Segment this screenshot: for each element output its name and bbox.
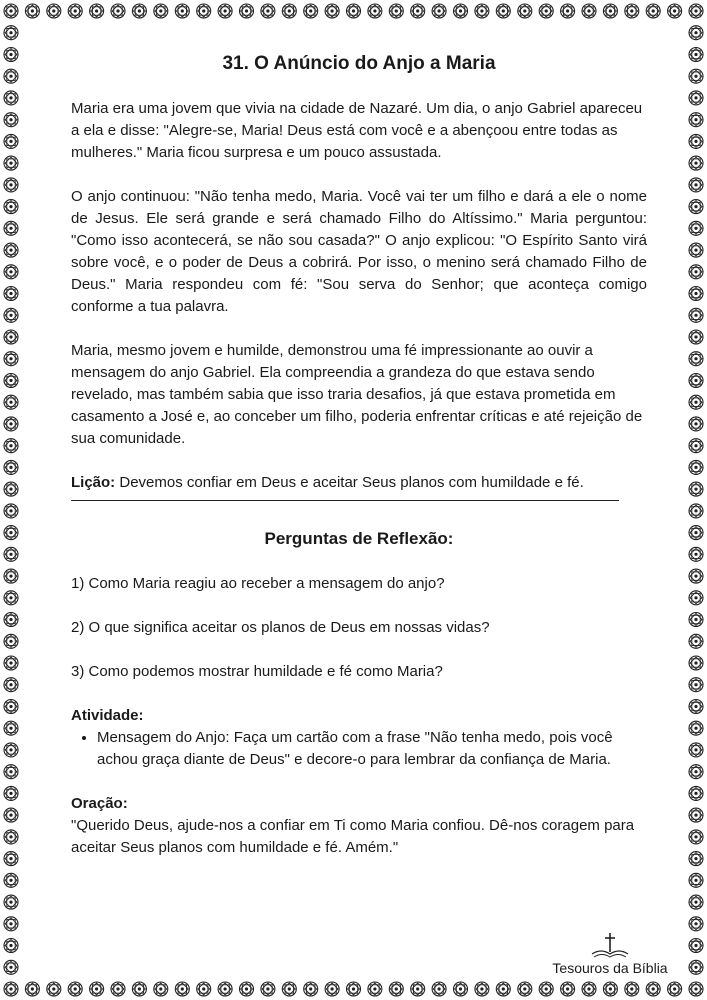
border-ornament — [47, 4, 61, 18]
border-ornament — [4, 504, 18, 518]
border-ornament — [4, 917, 18, 931]
border-ornament — [689, 526, 703, 540]
border-ornament — [4, 873, 18, 887]
border-ornament — [240, 4, 254, 18]
border-ornament — [561, 982, 575, 996]
border-ornament — [689, 265, 703, 279]
border-ornament — [111, 982, 125, 996]
border-ornament — [689, 656, 703, 670]
border-ornament — [25, 4, 39, 18]
border-ornament — [4, 417, 18, 431]
border-ornament — [197, 4, 211, 18]
border-ornament — [518, 982, 532, 996]
border-ornament — [689, 895, 703, 909]
activity-label: Atividade: — [71, 707, 144, 724]
border-ornament — [4, 656, 18, 670]
border-ornament — [689, 308, 703, 322]
border-ornament — [689, 591, 703, 605]
border-ornament — [111, 4, 125, 18]
border-ornament — [689, 504, 703, 518]
border-ornament — [4, 547, 18, 561]
border-ornament — [689, 221, 703, 235]
border-ornament — [4, 808, 18, 822]
border-ornament — [4, 374, 18, 388]
border-ornament — [689, 26, 703, 40]
border-ornament — [4, 765, 18, 779]
border-ornament — [218, 982, 232, 996]
border-ornament — [689, 960, 703, 974]
border-ornament — [432, 4, 446, 18]
border-ornament — [603, 4, 617, 18]
border-ornament — [304, 982, 318, 996]
border-ornament — [496, 4, 510, 18]
border-ornament — [454, 4, 468, 18]
border-ornament — [4, 939, 18, 953]
border-ornament — [132, 982, 146, 996]
border-ornament — [4, 91, 18, 105]
border-ornament — [389, 4, 403, 18]
border-ornament — [175, 982, 189, 996]
border-ornament — [689, 287, 703, 301]
border-ornament — [240, 982, 254, 996]
border-ornament — [411, 982, 425, 996]
divider-line — [71, 500, 619, 501]
story-paragraph-3: Maria, mesmo jovem e humilde, demonstrou uma fé impressionante ao ouvir a mensagem do anjo Gabriel. Ela compreendia a grandeza do que estava sendo revelado, mas também sabia que isso traria desafios, já que estava prometida em casamento a José e, ao conceber um filho, poderia enfrentar críticas e até rejeição de sua comunidade. — [71, 342, 643, 447]
prayer-text: "Querido Deus, ajude-nos a confiar em Ti como Maria confiou. Dê-nos coragem para aceitar Seus planos com humildade e fé. Amém." — [71, 817, 635, 856]
border-ornament — [689, 917, 703, 931]
border-ornament — [4, 134, 18, 148]
reflection-heading: Perguntas de Reflexão: — [264, 529, 454, 548]
border-ornament — [689, 243, 703, 257]
border-ornament — [646, 4, 660, 18]
border-ornament — [389, 982, 403, 996]
reflection-question-2: 2) O que significa aceitar os planos de Deus em nossas vidas? — [71, 619, 490, 636]
border-ornament — [4, 439, 18, 453]
border-ornament — [4, 69, 18, 83]
border-ornament — [689, 721, 703, 735]
border-ornament — [154, 982, 168, 996]
border-ornament — [4, 287, 18, 301]
border-ornament — [261, 4, 275, 18]
border-ornament — [4, 221, 18, 235]
border-ornament — [325, 4, 339, 18]
border-ornament — [4, 569, 18, 583]
border-ornament — [689, 460, 703, 474]
border-ornament — [368, 4, 382, 18]
border-ornament — [4, 178, 18, 192]
border-ornament — [4, 634, 18, 648]
border-ornament — [668, 4, 682, 18]
border-ornament — [454, 982, 468, 996]
border-ornament — [4, 308, 18, 322]
border-ornament — [689, 700, 703, 714]
border-ornament — [475, 4, 489, 18]
border-ornament — [582, 982, 596, 996]
border-ornament — [561, 4, 575, 18]
border-ornament — [304, 4, 318, 18]
border-ornament — [689, 982, 703, 996]
border-ornament — [411, 4, 425, 18]
border-ornament — [4, 895, 18, 909]
border-ornament — [4, 156, 18, 170]
border-ornament — [4, 395, 18, 409]
border-ornament — [154, 4, 168, 18]
border-ornament — [689, 830, 703, 844]
border-ornament — [689, 352, 703, 366]
border-ornament — [68, 982, 82, 996]
border-ornament — [646, 982, 660, 996]
border-ornament — [197, 982, 211, 996]
border-ornament — [689, 113, 703, 127]
activity-item: • Mensagem do Anjo: Faça um cartão com a frase "Não tenha medo, pois você achou graça diante de Deus" e decore-o para lembrar da confiança de Maria. — [97, 727, 617, 771]
border-ornament — [47, 982, 61, 996]
border-ornament — [4, 743, 18, 757]
border-ornament — [90, 982, 104, 996]
border-ornament — [496, 982, 510, 996]
brand-name: Tesouros da Bíblia — [552, 960, 668, 976]
prayer-label: Oração: — [71, 795, 128, 812]
border-ornament — [668, 982, 682, 996]
border-ornament — [689, 200, 703, 214]
border-ornament — [4, 678, 18, 692]
reflection-question-1: 1) Como Maria reagiu ao receber a mensagem do anjo? — [71, 575, 445, 592]
border-ornament — [4, 113, 18, 127]
activity-list — [71, 727, 617, 771]
border-ornament — [325, 982, 339, 996]
border-ornament — [689, 786, 703, 800]
border-ornament — [539, 4, 553, 18]
border-ornament — [539, 982, 553, 996]
border-ornament — [282, 4, 296, 18]
border-ornament — [261, 982, 275, 996]
border-ornament — [689, 634, 703, 648]
border-ornament — [689, 417, 703, 431]
border-ornament — [689, 178, 703, 192]
page-content — [71, 50, 647, 859]
border-ornament — [689, 873, 703, 887]
border-ornament — [689, 48, 703, 62]
border-ornament — [689, 395, 703, 409]
lesson-label: Lição: — [71, 474, 116, 491]
border-ornament — [689, 69, 703, 83]
border-ornament — [4, 830, 18, 844]
border-ornament — [68, 4, 82, 18]
border-ornament — [625, 4, 639, 18]
border-ornament — [689, 482, 703, 496]
lesson-text: Devemos confiar em Deus e aceitar Seus planos com humildade e fé. — [115, 474, 584, 491]
border-ornament — [90, 4, 104, 18]
border-ornament — [689, 374, 703, 388]
border-ornament — [4, 200, 18, 214]
border-ornament — [475, 982, 489, 996]
page-title: 31. O Anúncio do Anjo a Maria — [222, 53, 496, 74]
border-ornament — [689, 134, 703, 148]
footer-brand — [540, 932, 680, 976]
border-ornament — [689, 765, 703, 779]
cross-book-icon — [588, 932, 632, 960]
border-ornament — [347, 4, 361, 18]
border-ornament — [689, 569, 703, 583]
border-ornament — [4, 852, 18, 866]
border-ornament — [4, 48, 18, 62]
border-ornament — [4, 613, 18, 627]
border-ornament — [4, 330, 18, 344]
border-ornament — [689, 613, 703, 627]
border-ornament — [689, 939, 703, 953]
border-ornament — [4, 4, 18, 18]
border-ornament — [4, 26, 18, 40]
border-ornament — [4, 721, 18, 735]
border-ornament — [689, 678, 703, 692]
border-ornament — [282, 982, 296, 996]
border-ornament — [689, 852, 703, 866]
border-ornament — [432, 982, 446, 996]
border-ornament — [689, 808, 703, 822]
border-ornament — [689, 743, 703, 757]
border-ornament — [175, 4, 189, 18]
border-ornament — [4, 700, 18, 714]
border-ornament — [4, 265, 18, 279]
border-ornament — [689, 330, 703, 344]
border-ornament — [4, 460, 18, 474]
border-ornament — [689, 4, 703, 18]
border-ornament — [368, 982, 382, 996]
border-ornament — [518, 4, 532, 18]
border-ornament — [347, 982, 361, 996]
border-ornament — [582, 4, 596, 18]
border-ornament — [218, 4, 232, 18]
border-ornament — [689, 156, 703, 170]
border-ornament — [689, 91, 703, 105]
border-ornament — [4, 960, 18, 974]
border-ornament — [4, 526, 18, 540]
border-ornament — [4, 352, 18, 366]
border-ornament — [4, 982, 18, 996]
border-ornament — [4, 591, 18, 605]
border-ornament — [132, 4, 146, 18]
story-paragraph-1: Maria era uma jovem que vivia na cidade de Nazaré. Um dia, o anjo Gabriel apareceu a ela e disse: "Alegre-se, Maria! Deus está com você e a abençoou entre todas as mulheres." Maria ficou surpresa e um pouco assustada. — [71, 100, 643, 161]
border-ornament — [625, 982, 639, 996]
border-ornament — [25, 982, 39, 996]
border-ornament — [689, 439, 703, 453]
lesson — [71, 472, 647, 494]
border-ornament — [689, 547, 703, 561]
border-ornament — [4, 243, 18, 257]
border-ornament — [603, 982, 617, 996]
story-paragraph-2: O anjo continuou: "Não tenha medo, Maria. Você vai ter um filho e dará a ele o nome de Jesus. Ele será grande e será chamado Filho do Altíssimo." Maria perguntou: "Como isso acontecerá, se não sou casada?" O anjo explicou: "O Espírito Santo virá sobre você, e o poder de Deus a cobrirá. Por isso, o menino será chamado Filho de Deus." Maria respondeu com fé: "Sou serva do Senhor; que aconteça comigo conforme a tua palavra. — [71, 188, 647, 315]
reflection-question-3: 3) Como podemos mostrar humildade e fé como Maria? — [71, 663, 443, 680]
border-ornament — [4, 482, 18, 496]
border-ornament — [4, 786, 18, 800]
